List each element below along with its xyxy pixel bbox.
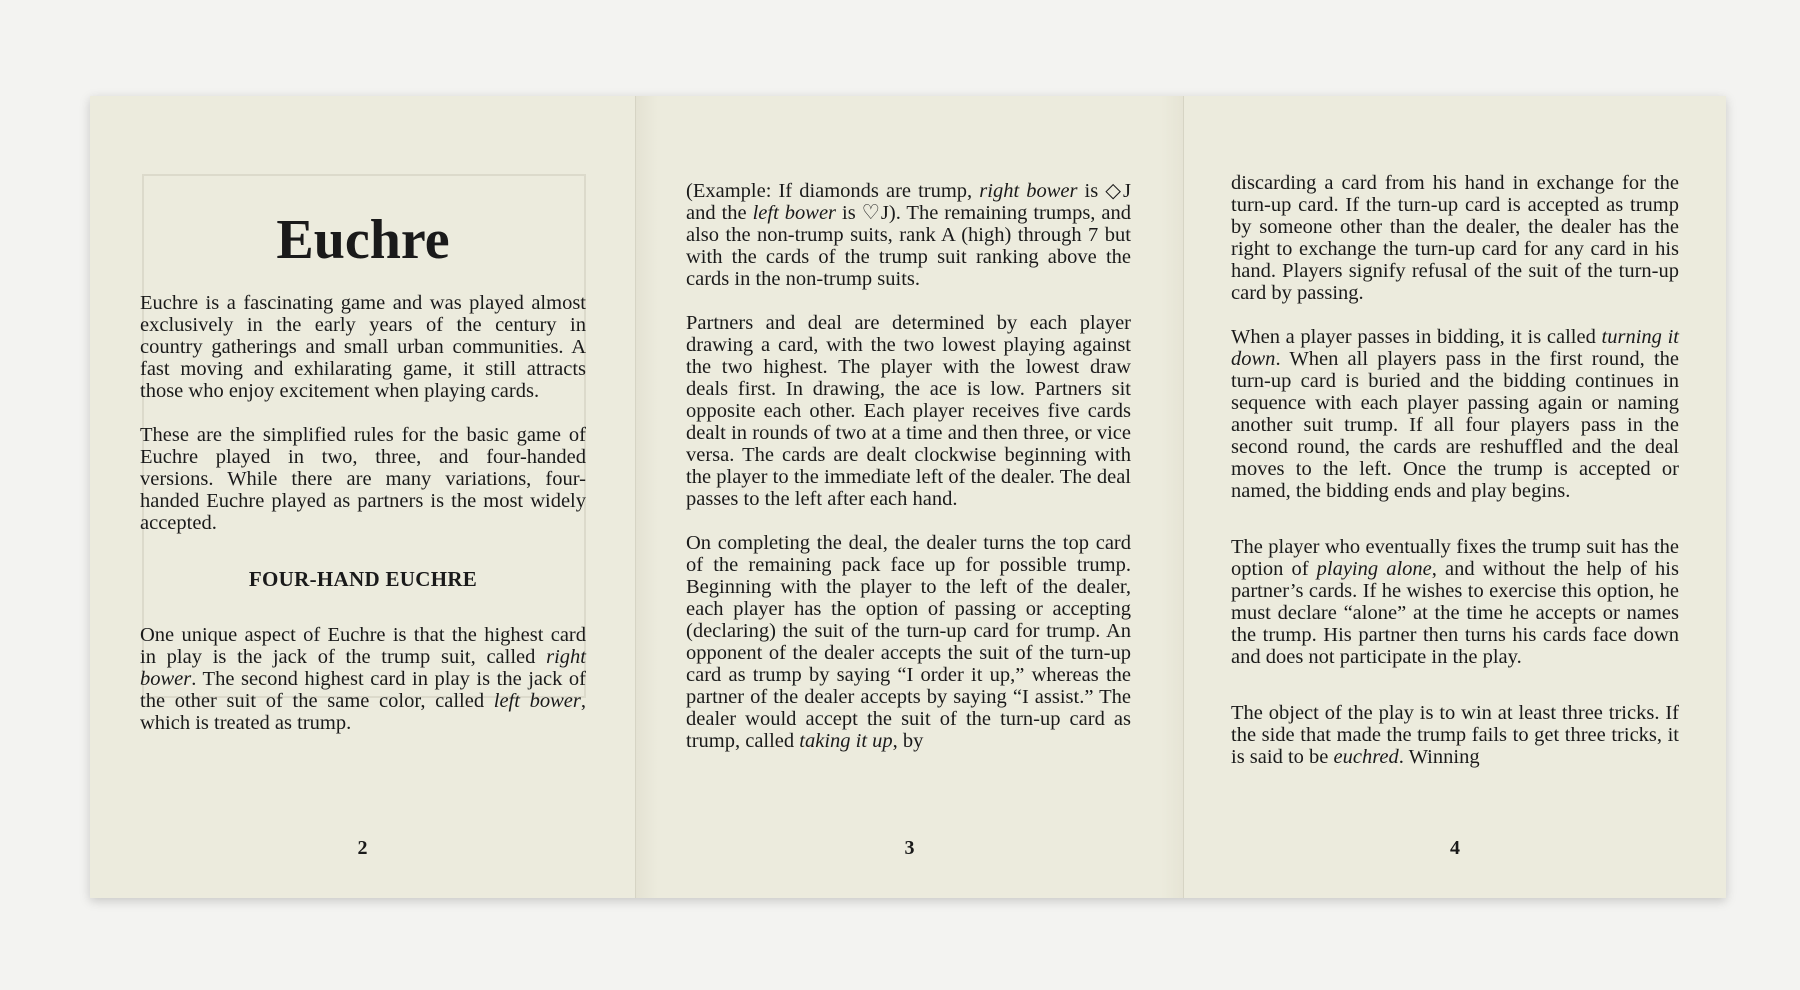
bower-paragraph: One unique aspect of Euchre is that the highest card in play is the jack of the trump suit, called right bower. The second highest card in play is the jack of the other suit of the same color, called left bower, which is treated as trump. bbox=[140, 624, 586, 734]
bidding-paragraph: When a player passes in bidding, it is called turning it down. When all players pass in the first round, the turn-up card is buried and the bidding continues in sequence with each player passing again or naming another suit trump. If all four players pass in the second round, the cards are reshuffled and the deal moves to the left. Once the trump is accepted or named, the bidding ends and play begins. bbox=[1231, 326, 1679, 502]
partners-paragraph: Partners and deal are determined by each player drawing a card, with the two lowest playing against the two highest. The player with the lowest draw deals first. In drawing, the ace is low. Partners sit opposite each other. Each player receives five cards dealt in rounds of two at a time and then three, or vice versa. The cards are dealt clockwise beginning with the player to the immediate left of the dealer. The deal passes to the left after each hand. bbox=[686, 312, 1131, 510]
euchre-booklet bbox=[90, 96, 1726, 898]
alone-paragraph: The player who eventually fixes the trump suit has the option of playing alone, and without the help of his partner’s cards. If he wishes to exercise this option, he must declare “alone” at the time he accepts or names the trump. His partner then turns his cards face down and does not participate in the play. bbox=[1231, 536, 1679, 668]
page-3-content bbox=[686, 180, 1131, 774]
page-2-content bbox=[140, 210, 586, 756]
example-paragraph: (Example: If diamonds are trump, right bower is ◇J and the left bower is ♡J). The remaining trumps, and also the non-trump suits, rank A (high) through 7 but with the cards of the trump suit ranking above the cards in the non-trump suits. bbox=[686, 180, 1132, 290]
page-3-panel bbox=[635, 96, 1183, 898]
page-number: 2 bbox=[357, 837, 368, 859]
page-number: 3 bbox=[904, 837, 915, 859]
page-title: Euchre bbox=[276, 209, 450, 271]
object-paragraph: The object of the play is to win at least three tricks. If the side that made the trump fails to get three tricks, it is said to be euchred. Winning bbox=[1231, 702, 1679, 768]
section-heading: FOUR-HAND EUCHRE bbox=[248, 567, 478, 591]
page-4-content bbox=[1231, 172, 1679, 790]
page-number: 4 bbox=[1450, 837, 1460, 859]
discard-paragraph: discarding a card from his hand in exchange for the turn-up card. If the turn-up card is accepted as trump by someone other than the dealer, the dealer has the right to exchange the turn-up card for any card in his hand. Players signify refusal of the suit of the turn-up card by passing. bbox=[1231, 172, 1679, 304]
deal-paragraph: On completing the deal, the dealer turns the top card of the remaining pack face up for possible trump. Beginning with the player to the left of the dealer, each player has the option of passing or accepting (declaring) the suit of the turn-up card for trump. An opponent of the dealer accepts the suit of the turn-up card as trump by saying “I order it up,” whereas the partner of the dealer accepts by saying “I assist.” The dealer would accept the suit of the turn-up card as trump, called taking it up, by bbox=[686, 532, 1131, 752]
page-2-panel bbox=[90, 96, 635, 898]
rules-paragraph: These are the simplified rules for the basic game of Euchre played in two, three, and four-handed versions. While there are many variations, four-handed Euchre played as partners is the most widely accepted. bbox=[140, 424, 586, 534]
page-4-panel bbox=[1183, 96, 1726, 898]
intro-paragraph: Euchre is a fascinating game and was played almost exclusively in the early years of the century in country gatherings and small urban communities. A fast moving and exhilarating game, it still attracts those who enjoy excitement when playing cards. bbox=[140, 292, 586, 402]
